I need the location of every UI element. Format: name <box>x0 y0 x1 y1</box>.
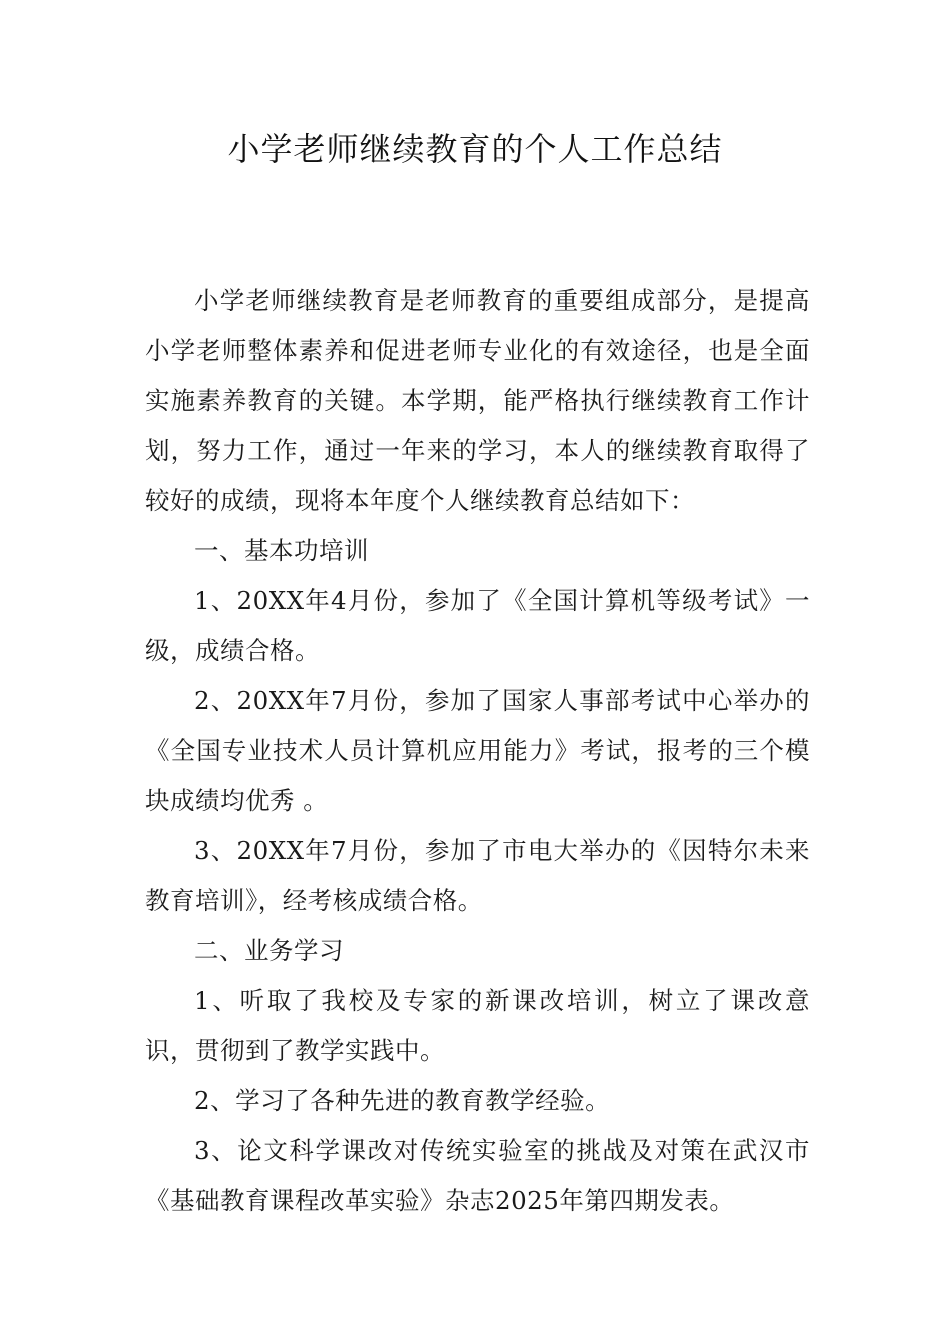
intro-paragraph: 小学老师继续教育是老师教育的重要组成部分，是提高小学老师整体素养和促进老师专业化的有效途径，也是全面实施素养教育的关键。本学期，能严格执行继续教育工作计划，努力工作，通过一年来的学习，本人的继续教育取得了较好的成绩，现将本年度个人继续教育总结如下： <box>145 286 810 515</box>
list-item: 1、听取了我校及专家的新课改培训，树立了课改意识，贯彻到了教学实践中。 <box>145 986 810 1065</box>
document-title: 小学老师继续教育的个人工作总结 <box>227 130 723 168</box>
list-item: 2、学习了各种先进的教育教学经验。 <box>194 1086 611 1115</box>
section-heading-business-study: 二、业务学习 <box>194 936 344 965</box>
document-body <box>145 276 810 1226</box>
list-item: 3、论文科学课改对传统实验室的挑战及对策在武汉市《基础教育课程改革实验》杂志2025年第四期发表。 <box>145 1136 810 1215</box>
list-item: 3、20XX年7月份，参加了市电大举办的《因特尔未来教育培训》，经考核成绩合格。 <box>145 836 810 915</box>
list-item: 2、20XX年7月份，参加了国家人事部考试中心举办的《全国专业技术人员计算机应用能力》考试，报考的三个模块成绩均优秀 。 <box>145 686 810 815</box>
section-heading-basic-training: 一、基本功培训 <box>194 536 369 565</box>
list-item: 1、20XX年4月份，参加了《全国计算机等级考试》一级，成绩合格。 <box>145 586 810 665</box>
